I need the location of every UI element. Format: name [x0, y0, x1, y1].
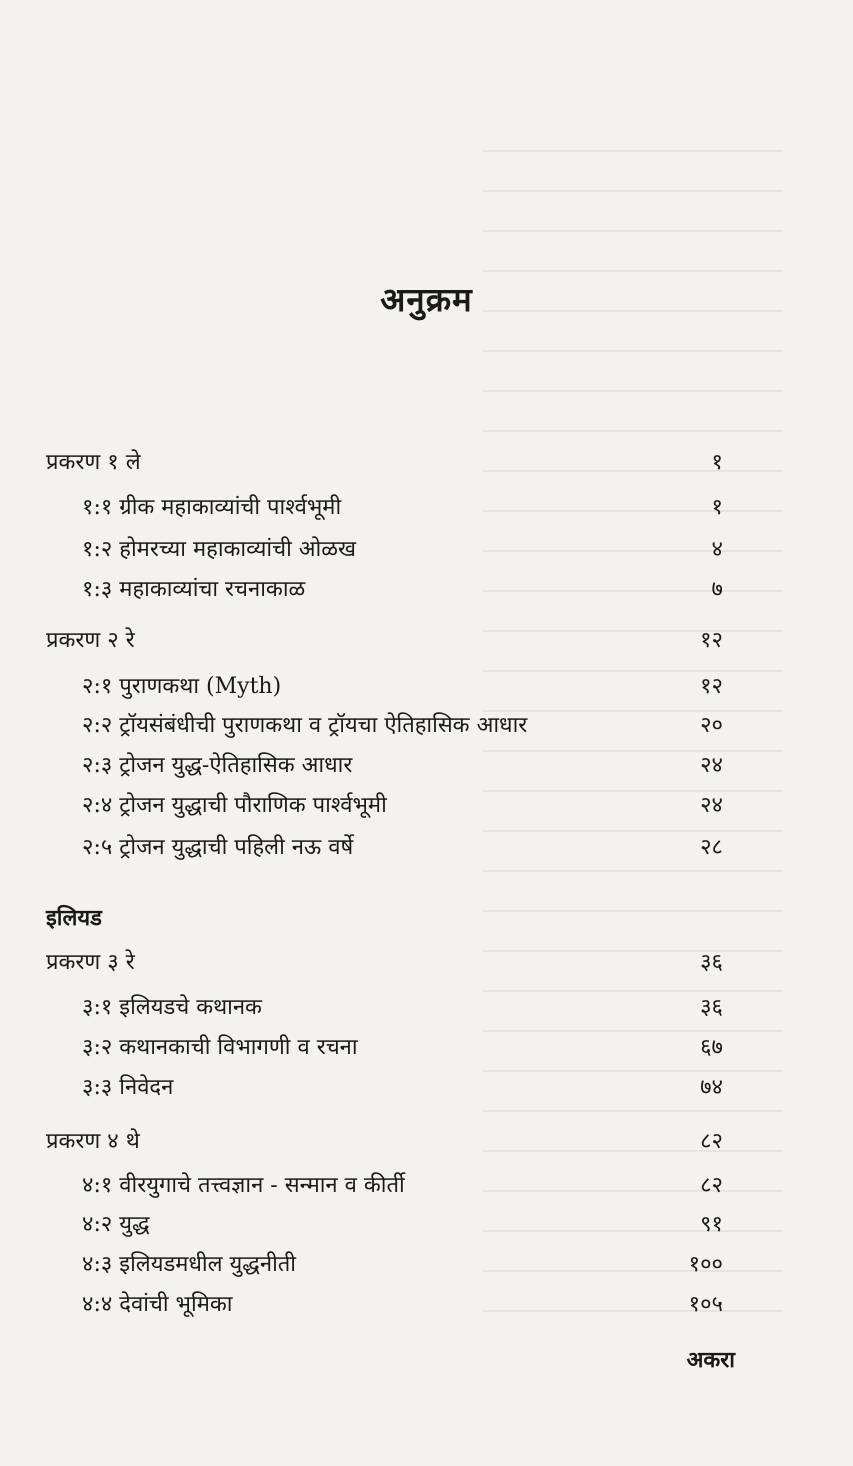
toc-section-2-3: २:३ ट्रोजन युद्ध-ऐतिहासिक आधार २४	[82, 753, 723, 778]
toc-chapter-2: प्रकरण २ रे १२	[46, 628, 723, 653]
toc-section-3-2: ३:२ कथानकाची विभागणी व रचना ६७	[82, 1035, 723, 1060]
toc-section-2-5: २:५ ट्रोजन युद्धाची पहिली नऊ वर्षे २८	[82, 835, 723, 860]
page-title: अनुक्रम	[380, 280, 473, 319]
toc-chapter-1: प्रकरण १ ले १	[46, 450, 723, 475]
toc-section-2-1: २:१ पुराणकथा (Myth) १२	[82, 674, 723, 699]
toc-section-4-2: ४:२ युद्ध ९१	[82, 1212, 723, 1237]
toc-section-4-3: ४:३ इलियडमधील युद्धनीती १००	[82, 1252, 723, 1277]
toc-section-1-3: १:३ महाकाव्यांचा रचनाकाळ ७	[82, 577, 723, 602]
toc-section-1-1: १:१ ग्रीक महाकाव्यांची पार्श्वभूमी १	[82, 495, 723, 520]
toc-section-3-3: ३:३ निवेदन ७४	[82, 1075, 723, 1100]
page-folio: अकरा	[686, 1347, 735, 1373]
toc-section-2-2: २:२ ट्रॉयसंबंधीची पुराणकथा व ट्रॉयचा ऐतिहासिक आधार २०	[82, 713, 723, 738]
toc-chapter-3: प्रकरण ३ रे ३६	[46, 950, 723, 975]
toc-section-1-2: १:२ होमरच्या महाकाव्यांची ओळख ४	[82, 537, 723, 562]
toc-part-iliad: इलियड	[46, 905, 102, 931]
toc-section-4-1: ४:१ वीरयुगाचे तत्त्वज्ञान - सन्मान व कीर्ती ८२	[82, 1173, 723, 1198]
toc-section-3-1: ३:१ इलियडचे कथानक ३६	[82, 995, 723, 1020]
toc-section-4-4: ४:४ देवांची भूमिका १०५	[82, 1292, 723, 1317]
toc-section-2-4: २:४ ट्रोजन युद्धाची पौराणिक पार्श्वभूमी २४	[82, 793, 723, 818]
toc-chapter-4: प्रकरण ४ थे ८२	[46, 1129, 723, 1154]
